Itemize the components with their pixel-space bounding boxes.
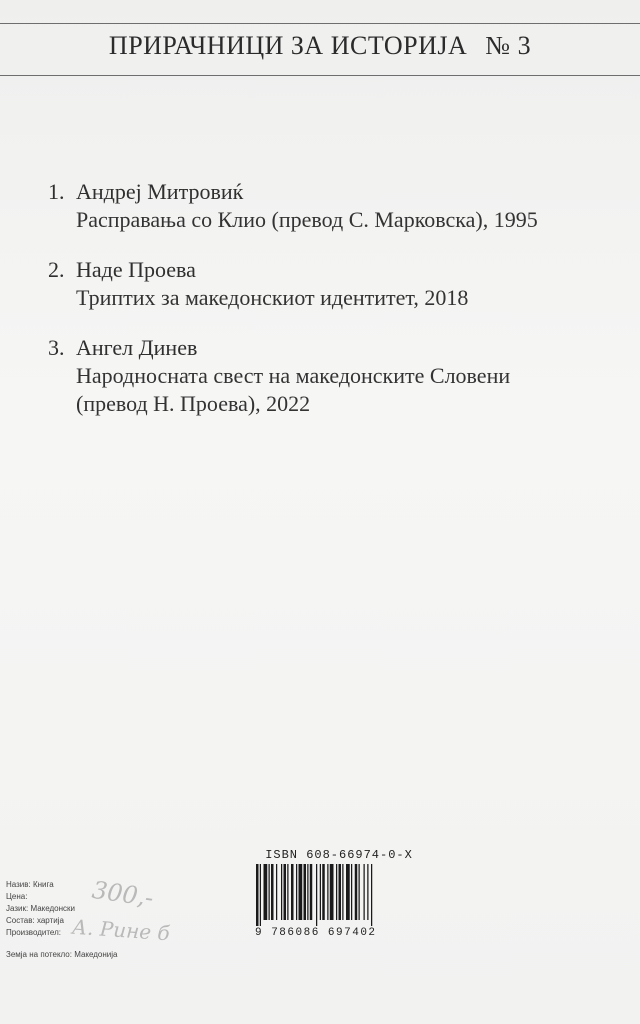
label-row: Производител: (6, 928, 62, 937)
list-item (48, 256, 628, 312)
book-author: Наде Проева (76, 257, 196, 282)
handwritten-price: 300,- (90, 875, 156, 913)
label-row: Земја на потекло: Македонија (6, 950, 118, 959)
series-title (0, 31, 640, 61)
book-title: Триптих за македонскиот идентитет, 2018 (76, 285, 469, 310)
book-title: Народносната свест на македонските Словени (76, 363, 511, 388)
book-title: Расправања со Клио (превод С. Марковска), 1995 (76, 207, 538, 232)
list-item (48, 334, 628, 418)
item-index: 3. (48, 335, 65, 360)
label-row: Јазик: Македонски (6, 904, 76, 913)
label-row: Состав: хартија (6, 916, 64, 925)
book-author: Ангел Динев (76, 335, 198, 360)
item-index: 1. (48, 179, 65, 204)
book-title-continued: (превод Н. Проева), 2022 (76, 391, 311, 416)
series-number: № 3 (485, 31, 532, 60)
label-row: Назив: Книга (6, 880, 54, 889)
list-item (48, 178, 628, 234)
item-index: 2. (48, 257, 65, 282)
top-rule (0, 23, 640, 24)
isbn-label: ISBN 608-66974-0-X (265, 848, 413, 862)
label-row: Цена: (6, 892, 28, 901)
barcode-icon (254, 864, 414, 926)
handwritten-note: А. Рине б (71, 914, 171, 946)
series-name: ПРИРАЧНИЦИ ЗА ИСТОРИЈА (108, 31, 468, 60)
isbn-block (254, 848, 424, 939)
book-author: Андреј Митровиќ (76, 179, 244, 204)
book-list (48, 178, 628, 440)
bottom-rule (0, 75, 640, 76)
barcode-digits: 9 786086 697402 (255, 927, 377, 939)
